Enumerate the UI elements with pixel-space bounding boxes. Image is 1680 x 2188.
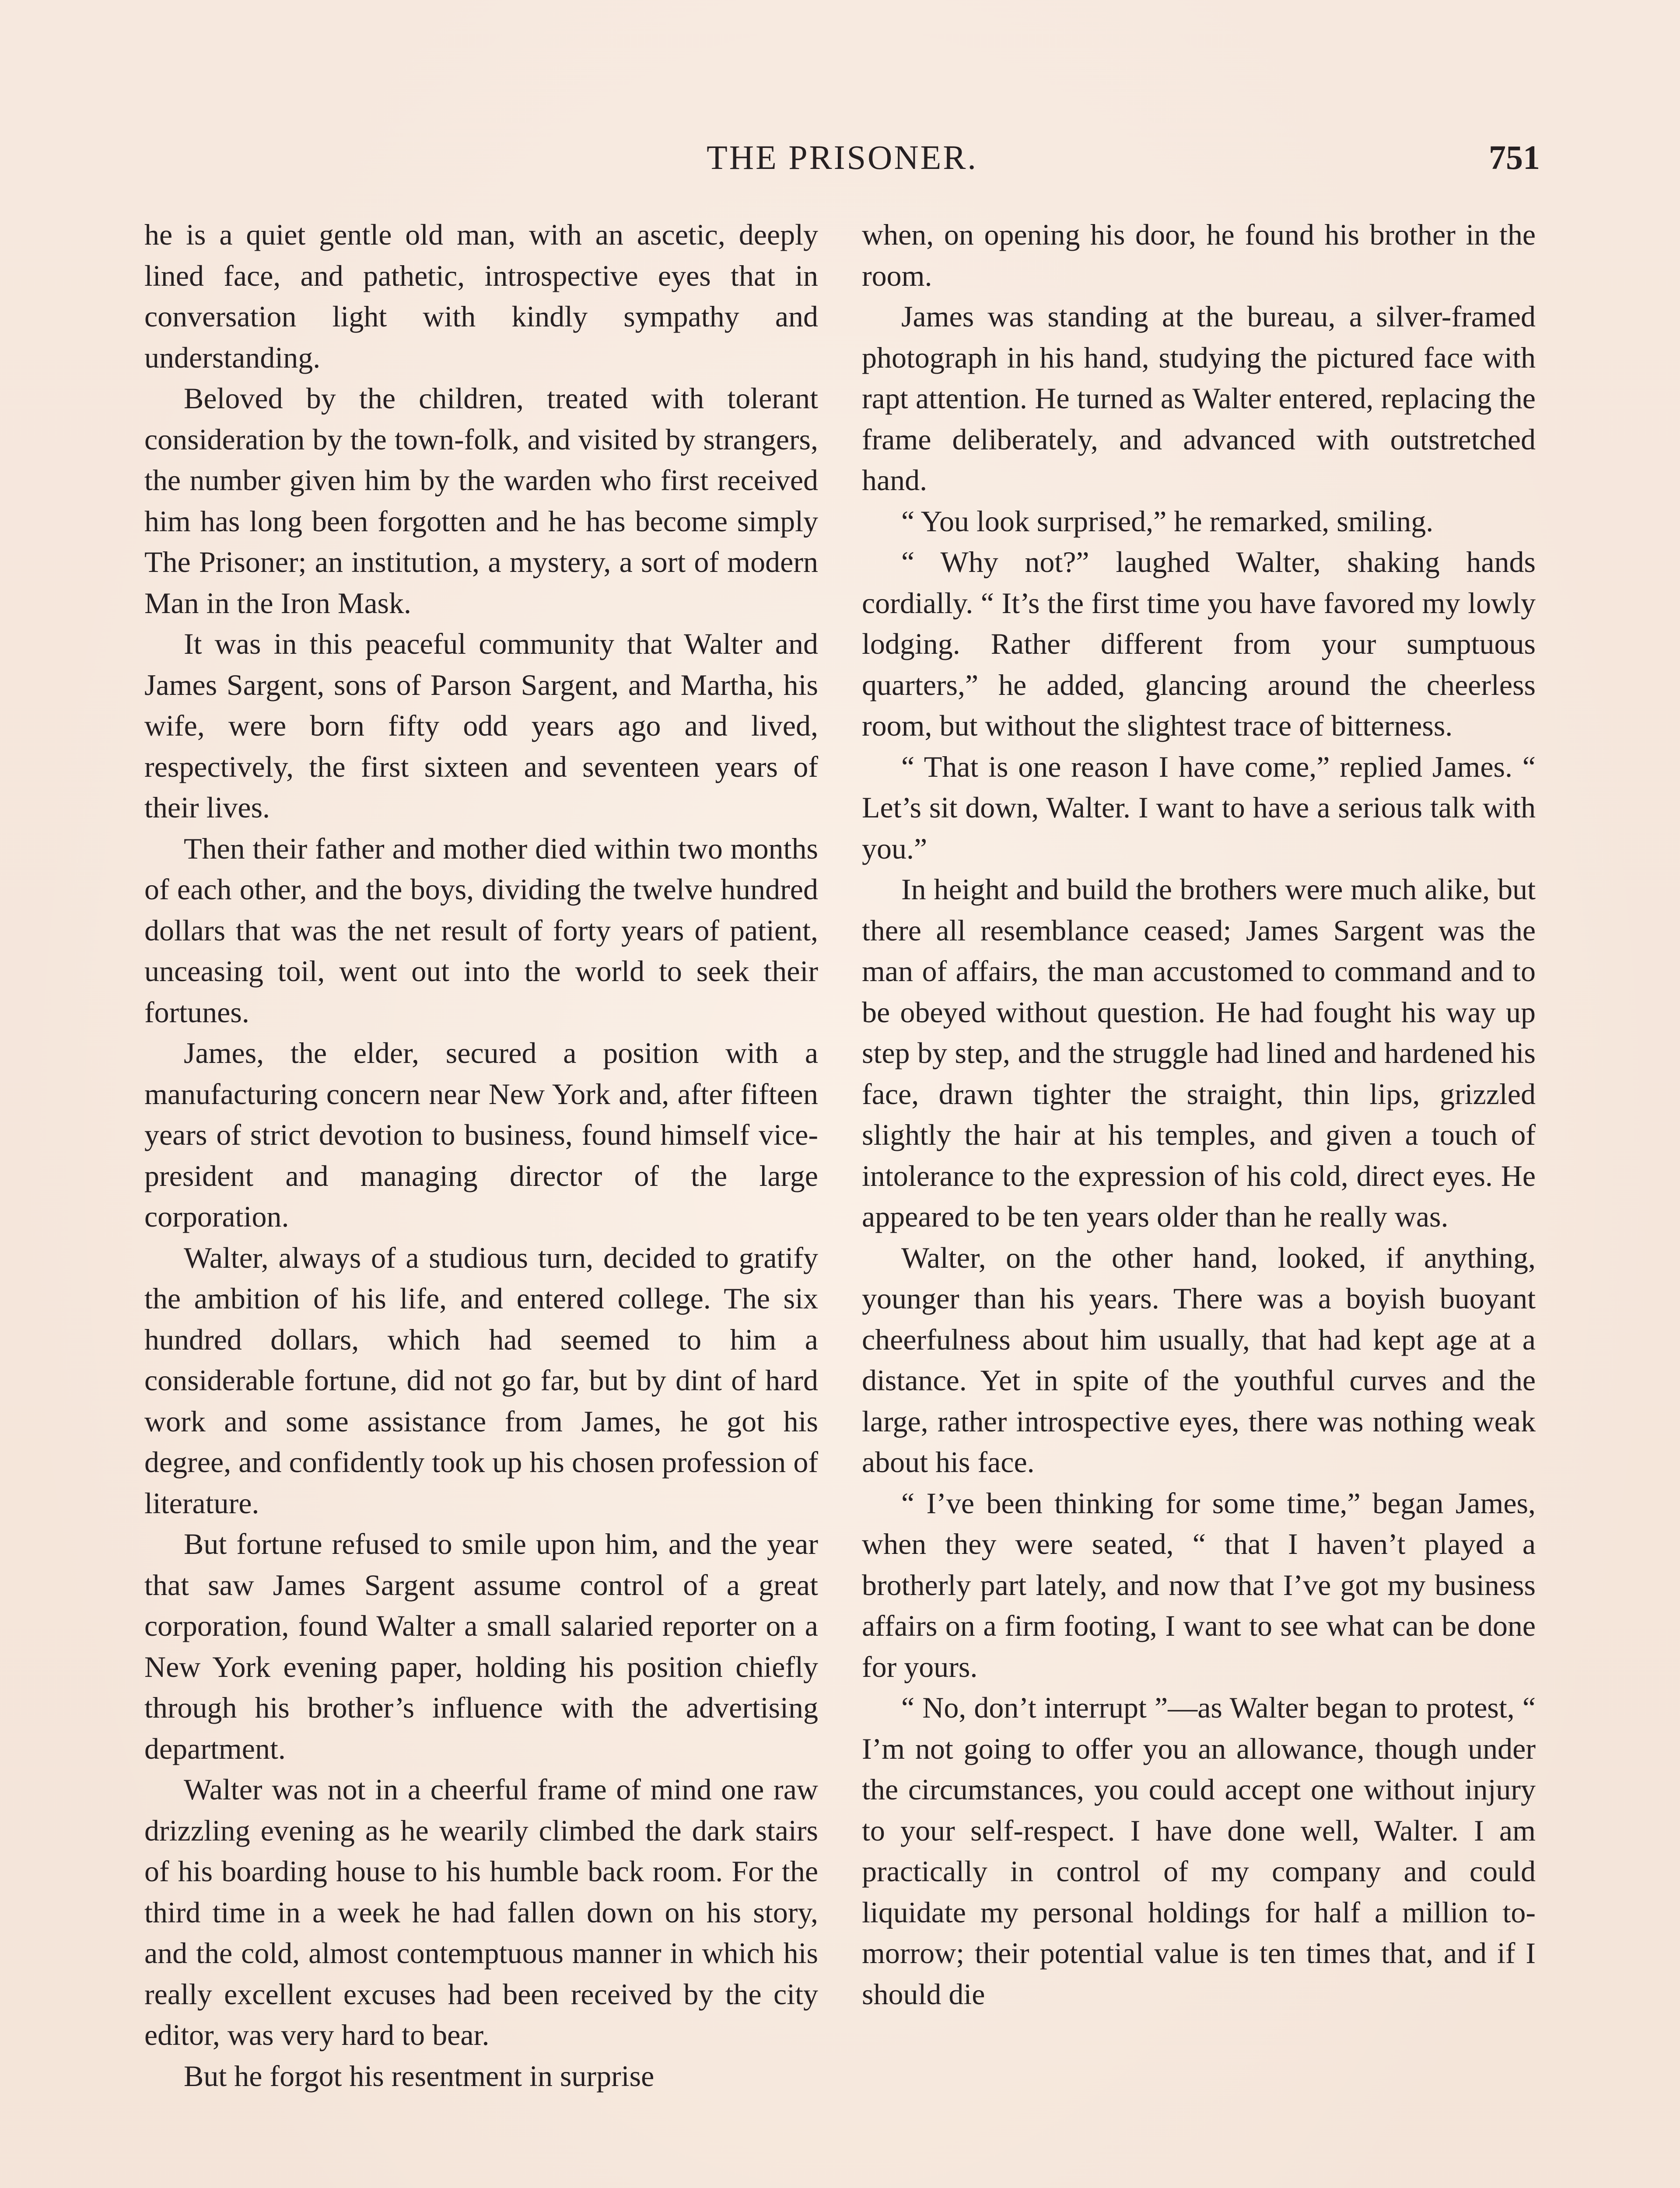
paragraph: But he forgot his resentment in surprise: [184, 2059, 654, 2093]
running-title: THE PRISONER.: [707, 138, 978, 176]
page-number: 751: [1489, 138, 1540, 176]
running-head: [144, 131, 1540, 184]
paragraph: “ That is one reason I have come,” replied James. “ Let’s sit down, Walter. I want to have a serious talk with you.”: [862, 750, 1536, 865]
paragraph: Walter, always of a studious turn, decided to gratify the ambition of his life, and entered college. The six hundred dollars, which had seemed to him a considerable fortune, did not go far, but by dint of hard work and some assistance from James, he got his degree, and confidently took up his chosen profession of literature.: [144, 1241, 818, 1520]
paragraph: when, on opening his door, he found his brother in the room.: [862, 218, 1536, 292]
right-column: [862, 214, 1536, 2015]
paragraph: “ I’ve been thinking for some time,” began James, when they were seated, “ that I haven’t played a brotherly part lately, and now that I’ve got my business affairs on a firm footing, I want to see what can be done for yours.: [862, 1486, 1536, 1683]
paragraph: “ Why not?” laughed Walter, shaking hands cordially. “ It’s the first time you have favored my lowly lodging. Rather different from your sumptuous quarters,” he added, glancing around the cheerless room, but without the slightest trace of bitterness.: [862, 545, 1536, 742]
paragraph: “ No, don’t interrupt ”—as Walter began to protest, “ I’m not going to offer you an allowance, though under the circumstances, you could accept one without injury to your self-respect. I have done well, Walter. I am practically in control of my company and could liquidate my personal holdings for half a million to-morrow; their potential value is ten times that, and if I should die: [862, 1691, 1536, 2011]
paragraph: Walter, on the other hand, looked, if anything, younger than his years. There was a boyish buoyant cheerfulness about him usually, that had kept age at a distance. Yet in spite of the youthful curves and the large, rather introspective eyes, there was nothing weak about his face.: [862, 1241, 1536, 1479]
paragraph: “ You look surprised,” he remarked, smiling.: [901, 504, 1434, 538]
paragraph: James, the elder, secured a position with a manufacturing concern near New York and, after fifteen years of strict devotion to business, found himself vice-president and managing director of the large corporation.: [144, 1036, 818, 1233]
paragraph: Beloved by the children, treated with tolerant consideration by the town-folk, and visited by strangers, the number given him by the warden who first received him has long been forgotten and he has become simply The Prisoner; an institution, a mystery, a sort of modern Man in the Iron Mask.: [144, 382, 818, 620]
paragraph: Then their father and mother died within two months of each other, and the boys, dividing the twelve hundred dollars that was the net result of forty years of patient, unceasing toil, went out into the world to seek their fortunes.: [144, 831, 818, 1029]
paragraph: But fortune refused to smile upon him, and the year that saw James Sargent assume control of a great corporation, found Walter a small salaried reporter on a New York evening paper, holding his position chiefly through his brother’s influence with the advertising department.: [144, 1527, 818, 1765]
paragraph: It was in this peaceful community that Walter and James Sargent, sons of Parson Sargent, and Martha, his wife, were born fifty odd years ago and lived, respectively, the first sixteen and seventeen years of their lives.: [144, 627, 818, 824]
left-column: [144, 214, 818, 2097]
paragraph: he is a quiet gentle old man, with an ascetic, deeply lined face, and pathetic, introspective eyes that in conversation light with kindly sympathy and understanding.: [144, 218, 818, 374]
paragraph: James was standing at the bureau, a silver-framed photograph in his hand, studying the pictured face with rapt attention. He turned as Walter entered, replacing the frame deliberately, and advanced with outstretched hand.: [862, 300, 1536, 497]
paragraph: In height and build the brothers were much alike, but there all resemblance ceased; James Sargent was the man of affairs, the man accustomed to command and to be obeyed without question. He had fought his way up step by step, and the struggle had lined and hardened his face, drawn tighter the straight, thin lips, grizzled slightly the hair at his temples, and given a touch of intolerance to the expression of his cold, direct eyes. He appeared to be ten years older than he really was.: [862, 873, 1536, 1233]
paragraph: Walter was not in a cheerful frame of mind one raw drizzling evening as he wearily climbed the dark stairs of his boarding house to his humble back room. For the third time in a week he had fallen down on his story, and the cold, almost contemptuous manner in which his really excellent excuses had been received by the city editor, was very hard to bear.: [144, 1773, 818, 2051]
